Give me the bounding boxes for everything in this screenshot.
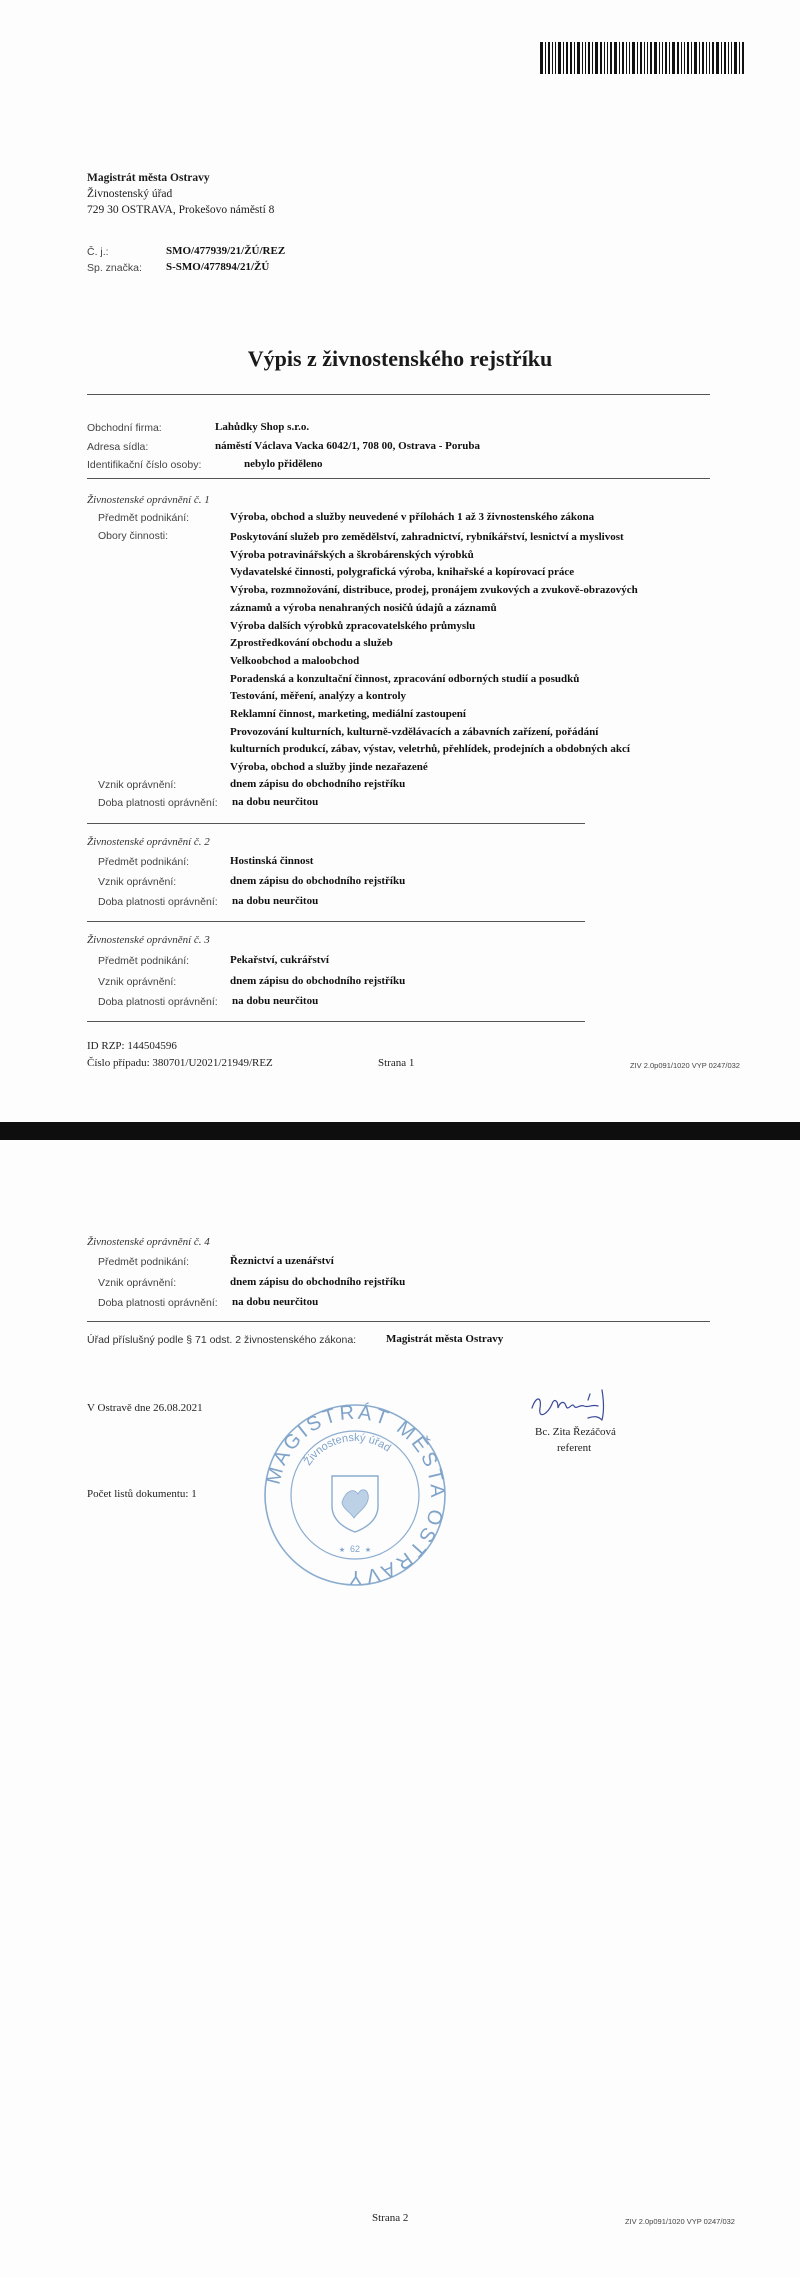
license-3-validity-value: na dobu neurčitou: [232, 995, 319, 1007]
license-2-subject-value: Hostinská činnost: [230, 855, 314, 867]
company-rule: [87, 478, 710, 479]
barcode-bar: [600, 42, 602, 74]
license-1-field-item: záznamů a výroba nenahraných nosičů údajů a záznamů: [230, 601, 497, 614]
document-title: Výpis z živnostenského rejstříku: [247, 346, 553, 371]
case-number: Číslo případu: 380701/U2021/21949/REZ: [87, 1057, 273, 1069]
license-3-heading: Živnostenské oprávnění č. 3: [87, 934, 210, 946]
office-name: Magistrát města Ostravy: [87, 172, 210, 184]
company-address-label: Adresa sídla:: [87, 441, 149, 453]
page-number-1: Strana 1: [378, 1057, 415, 1069]
office-address: 729 30 OSTRAVA, Prokešovo náměstí 8: [87, 204, 275, 216]
license-1-origin-label: Vznik oprávnění:: [98, 779, 177, 791]
license-1-field-item: Provozování kulturních, kulturně-vzdělávacích a zábavních zařízení, pořádání: [230, 725, 599, 738]
barcode-bar: [647, 42, 648, 74]
office-header: [87, 170, 274, 218]
barcode-bar: [629, 42, 630, 74]
barcode-bar: [588, 42, 590, 74]
cj-value: SMO/477939/21/ŽÚ/REZ: [166, 245, 286, 257]
license-2-heading: Živnostenské oprávnění č. 2: [87, 836, 210, 848]
barcode-bar: [654, 42, 657, 74]
barcode-bar: [582, 42, 583, 74]
signer-role: referent: [557, 1442, 592, 1454]
barcode: [540, 42, 774, 74]
license-1-field-item: Zprostředkování obchodu a služeb: [230, 637, 393, 650]
license-3-subject-value: Pekařství, cukrářství: [230, 954, 329, 966]
barcode-bar: [712, 42, 714, 74]
authority-label: Úřad příslušný podle § 71 odst. 2 živnostenského zákona:: [87, 1334, 357, 1346]
barcode-bar: [619, 42, 620, 74]
barcode-bar: [637, 42, 638, 74]
barcode-bar: [626, 42, 627, 74]
stamp-inner-text: Živnostenský úřad: [302, 1431, 393, 1468]
license-2-origin-value: dnem zápisu do obchodního rejstříku: [230, 875, 406, 887]
license-1-field-item: Velkoobchod a maloobchod: [230, 654, 360, 667]
barcode-bar: [739, 42, 740, 74]
signature: [528, 1386, 624, 1422]
barcode-bar: [607, 42, 608, 74]
barcode-bar: [716, 42, 719, 74]
company-id-label: Identifikační číslo osoby:: [87, 459, 202, 471]
license-3-origin-label: Vznik oprávnění:: [98, 976, 177, 988]
barcode-bar: [728, 42, 729, 74]
barcode-bar: [694, 42, 697, 74]
sheet-count: Počet listů dokumentu: 1: [87, 1488, 197, 1500]
cj-label: Č. j.:: [87, 246, 109, 258]
barcode-bar: [563, 42, 564, 74]
license-1-field-item: Výroba dalších výrobků zpracovatelského průmyslu: [230, 619, 476, 632]
license-1-field-item: Poskytování služeb pro zemědělství, zahradnictví, rybníkářství, lesnictví a myslivost: [230, 531, 624, 543]
license-1-fields-list: [230, 529, 638, 777]
stamp-outer-text: MAGISTRÁT MĚSTA OSTRAVY: [262, 1402, 448, 1588]
authority-value: Magistrát města Ostravy: [386, 1333, 504, 1345]
barcode-bar: [687, 42, 689, 74]
barcode-bar: [742, 42, 744, 74]
barcode-bar: [665, 42, 667, 74]
license-4-validity-label: Doba platnosti oprávnění:: [98, 1297, 218, 1309]
company-address-value: náměstí Václava Vacka 6042/1, 708 00, Ostrava - Poruba: [215, 440, 481, 452]
company-name-label: Obchodní firma:: [87, 422, 162, 434]
barcode-bar: [724, 42, 726, 74]
form-code-1: ZIV 2.0p091/1020 VYP 0247/032: [630, 1061, 740, 1070]
barcode-bar: [691, 42, 692, 74]
barcode-bar: [610, 42, 612, 74]
barcode-bar: [592, 42, 593, 74]
license-4-rule: [87, 1321, 710, 1322]
barcode-bar: [545, 42, 546, 74]
license-3-origin-value: dnem zápisu do obchodního rejstříku: [230, 975, 406, 987]
license-2-validity-label: Doba platnosti oprávnění:: [98, 896, 218, 908]
barcode-bar: [650, 42, 652, 74]
license-1-fields-label: Obory činnosti:: [98, 530, 169, 542]
license-4-subject-label: Předmět podnikání:: [98, 1256, 190, 1268]
barcode-bar: [709, 42, 710, 74]
license-2-origin-label: Vznik oprávnění:: [98, 876, 177, 888]
page-number-2: Strana 2: [372, 2212, 409, 2224]
barcode-bar: [702, 42, 704, 74]
place-date: V Ostravě dne 26.08.2021: [87, 1402, 203, 1414]
license-1-field-item: Výroba potravinářských a škrobárenských výrobků: [230, 548, 474, 561]
spz-label: Sp. značka:: [87, 262, 142, 274]
license-2-subject-label: Předmět podnikání:: [98, 856, 190, 868]
license-4-origin-label: Vznik oprávnění:: [98, 1277, 177, 1289]
company-name-value: Lahůdky Shop s.r.o.: [215, 421, 310, 433]
license-3-validity-label: Doba platnosti oprávnění:: [98, 996, 218, 1008]
license-1-validity-label: Doba platnosti oprávnění:: [98, 797, 218, 809]
barcode-bar: [540, 42, 543, 74]
barcode-bar: [558, 42, 561, 74]
barcode-bar: [659, 42, 660, 74]
form-code-2: ZIV 2.0p091/1020 VYP 0247/032: [625, 2217, 735, 2226]
license-1-field-item: Výroba, obchod a služby jinde nezařazené: [230, 761, 428, 774]
document-page-2: [0, 1140, 800, 2277]
license-3-subject-label: Předmět podnikání:: [98, 955, 190, 967]
license-1-field-item: Poradenská a konzultační činnost, zpracování odborných studií a posudků: [230, 672, 580, 685]
barcode-bar: [604, 42, 605, 74]
svg-text:★: ★: [338, 1546, 346, 1554]
barcode-bar: [548, 42, 550, 74]
barcode-bar: [662, 42, 663, 74]
barcode-bar: [672, 42, 675, 74]
license-1-field-item: Reklamní činnost, marketing, mediální zastoupení: [230, 708, 466, 721]
barcode-bar: [614, 42, 617, 74]
barcode-bar: [622, 42, 624, 74]
license-4-subject-value: Řeznictví a uzenářství: [230, 1255, 334, 1267]
barcode-bar: [731, 42, 732, 74]
license-1-field-item: Výroba, rozmnožování, distribuce, prodej, pronájem zvukových a zvukově-obrazových: [230, 584, 638, 597]
license-1-validity-value: na dobu neurčitou: [232, 796, 319, 808]
barcode-bar: [644, 42, 645, 74]
barcode-bar: [574, 42, 575, 74]
barcode-bar: [577, 42, 580, 74]
company-id-value: nebylo přiděleno: [244, 458, 323, 470]
office-department: Živnostenský úřad: [87, 188, 173, 200]
svg-text:★: ★: [364, 1546, 372, 1554]
barcode-bar: [595, 42, 598, 74]
barcode-bar: [632, 42, 635, 74]
barcode-bar: [669, 42, 670, 74]
license-1-heading: Živnostenské oprávnění č. 1: [87, 494, 210, 506]
license-1-field-item: Vydavatelské činnosti, polygrafická výroba, knihařské a kopírovací práce: [230, 566, 575, 579]
barcode-bar: [699, 42, 700, 74]
barcode-bar: [684, 42, 685, 74]
license-4-heading: Živnostenské oprávnění č. 4: [87, 1236, 210, 1248]
barcode-bar: [706, 42, 707, 74]
signer-name: Bc. Zita Řezáčová: [535, 1426, 616, 1438]
barcode-bar: [640, 42, 642, 74]
document-page-1: [0, 0, 800, 1122]
barcode-bar: [570, 42, 572, 74]
barcode-bar: [734, 42, 737, 74]
barcode-bar: [677, 42, 679, 74]
barcode-bar: [552, 42, 553, 74]
stamp-number: 62: [349, 1544, 361, 1554]
license-3-rule: [87, 1021, 585, 1022]
barcode-bar: [585, 42, 586, 74]
license-4-validity-value: na dobu neurčitou: [232, 1296, 319, 1308]
license-1-field-item: kulturních produkcí, zábav, výstav, veletrhů, přehlídek, prodejních a obdobných akcí: [230, 743, 630, 756]
spz-value: S-SMO/477894/21/ŽÚ: [166, 261, 270, 273]
license-4-origin-value: dnem zápisu do obchodního rejstříku: [230, 1276, 406, 1288]
license-1-rule: [87, 823, 585, 824]
barcode-bar: [555, 42, 556, 74]
license-2-validity-value: na dobu neurčitou: [232, 895, 319, 907]
svg-text:Živnostenský úřad: [301, 1432, 393, 1468]
license-1-subject-value: Výroba, obchod a služby neuvedené v přílohách 1 až 3 živnostenského zákona: [230, 511, 595, 523]
barcode-bar: [721, 42, 722, 74]
page-break: [0, 1122, 800, 1140]
license-1-field-item: Testování, měření, analýzy a kontroly: [230, 690, 407, 703]
rzp-id: ID RZP: 144504596: [87, 1040, 177, 1052]
barcode-bar: [566, 42, 568, 74]
license-2-rule: [87, 921, 585, 922]
barcode-bar: [681, 42, 682, 74]
license-1-origin-value: dnem zápisu do obchodního rejstříku: [230, 778, 406, 790]
license-1-subject-label: Předmět podnikání:: [98, 512, 190, 524]
title-rule: [87, 394, 710, 395]
official-stamp: [262, 1402, 448, 1588]
